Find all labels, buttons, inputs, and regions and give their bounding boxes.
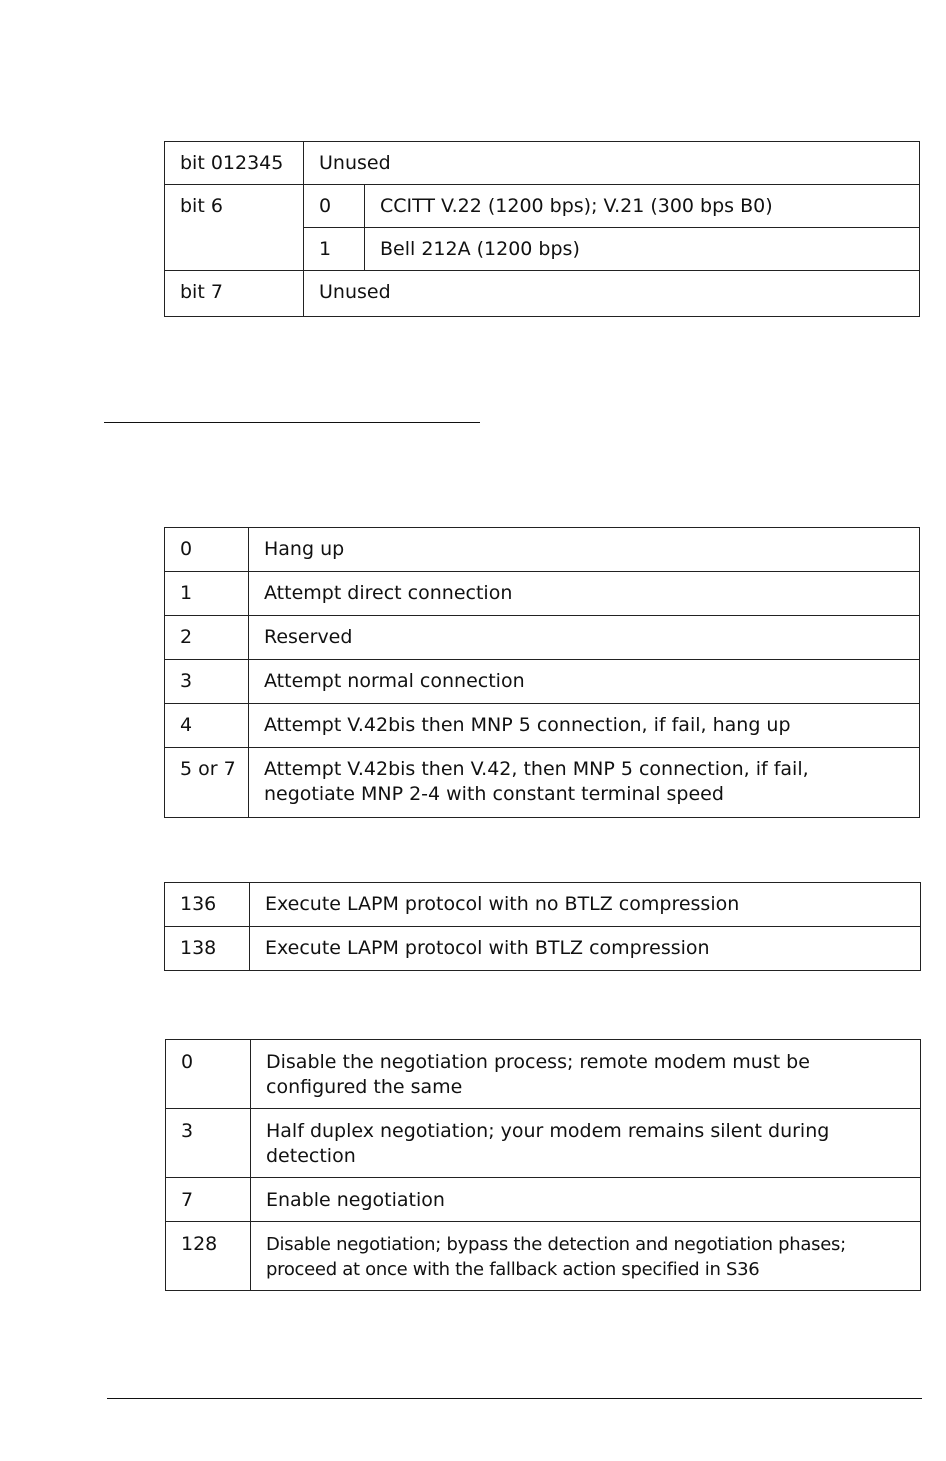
description-cell: Execute LAPM protocol with BTLZ compression	[250, 927, 921, 971]
negotiation-table	[165, 1039, 921, 1291]
table-row	[165, 616, 920, 660]
value-cell: 1	[304, 228, 365, 271]
description-cell: Attempt normal connection	[249, 660, 920, 704]
table-row	[166, 1040, 921, 1109]
table-row	[165, 927, 921, 971]
table-row	[165, 883, 921, 927]
table-row	[165, 142, 920, 185]
description-cell: Attempt V.42bis then V.42, then MNP 5 connection, if fail, negotiate MNP 2-4 with constant terminal speed	[249, 748, 920, 818]
value-cell: 0	[166, 1040, 251, 1109]
value-cell: 128	[166, 1222, 251, 1291]
bit-cell: bit 7	[165, 271, 304, 317]
value-cell: 1	[165, 572, 249, 616]
table-row	[165, 185, 920, 228]
value-cell: 2	[165, 616, 249, 660]
value-cell: 7	[166, 1178, 251, 1222]
table-row	[166, 1109, 921, 1178]
value-cell: 138	[165, 927, 250, 971]
description-cell: Enable negotiation	[251, 1178, 921, 1222]
description-cell: CCITT V.22 (1200 bps); V.21 (300 bps B0)	[365, 185, 920, 228]
table-row	[165, 572, 920, 616]
description-cell: Reserved	[249, 616, 920, 660]
value-cell: 0	[304, 185, 365, 228]
value-cell: 5 or 7	[165, 748, 249, 818]
description-cell: Execute LAPM protocol with no BTLZ compression	[250, 883, 921, 927]
description-cell: Bell 212A (1200 bps)	[365, 228, 920, 271]
connection-modes-table	[164, 527, 920, 818]
value-cell: 3	[165, 660, 249, 704]
table-row	[165, 528, 920, 572]
description-cell: Unused	[304, 271, 920, 317]
table-row	[165, 748, 920, 818]
table-row	[166, 1222, 921, 1291]
description-cell: Disable the negotiation process; remote modem must be configured the same	[251, 1040, 921, 1109]
value-cell: 3	[166, 1109, 251, 1178]
table-row	[165, 704, 920, 748]
value-cell: 136	[165, 883, 250, 927]
bit-cell: bit 012345	[165, 142, 304, 185]
footer-rule	[107, 1398, 922, 1399]
description-cell: Attempt V.42bis then MNP 5 connection, if fail, hang up	[249, 704, 920, 748]
register-bits-table	[164, 141, 920, 317]
value-cell: 0	[165, 528, 249, 572]
description-cell: Attempt direct connection	[249, 572, 920, 616]
table-row	[165, 660, 920, 704]
description-cell: Unused	[304, 142, 920, 185]
bit-cell: bit 6	[165, 185, 304, 271]
table-row	[166, 1178, 921, 1222]
section-divider	[104, 422, 480, 423]
description-cell: Hang up	[249, 528, 920, 572]
table-row	[165, 271, 920, 317]
description-cell: Half duplex negotiation; your modem remains silent during detection	[251, 1109, 921, 1178]
lapm-protocol-table	[164, 882, 921, 971]
value-cell: 4	[165, 704, 249, 748]
description-cell: Disable negotiation; bypass the detection and negotiation phases; proceed at once with the fallback action specified in S36	[251, 1222, 921, 1291]
